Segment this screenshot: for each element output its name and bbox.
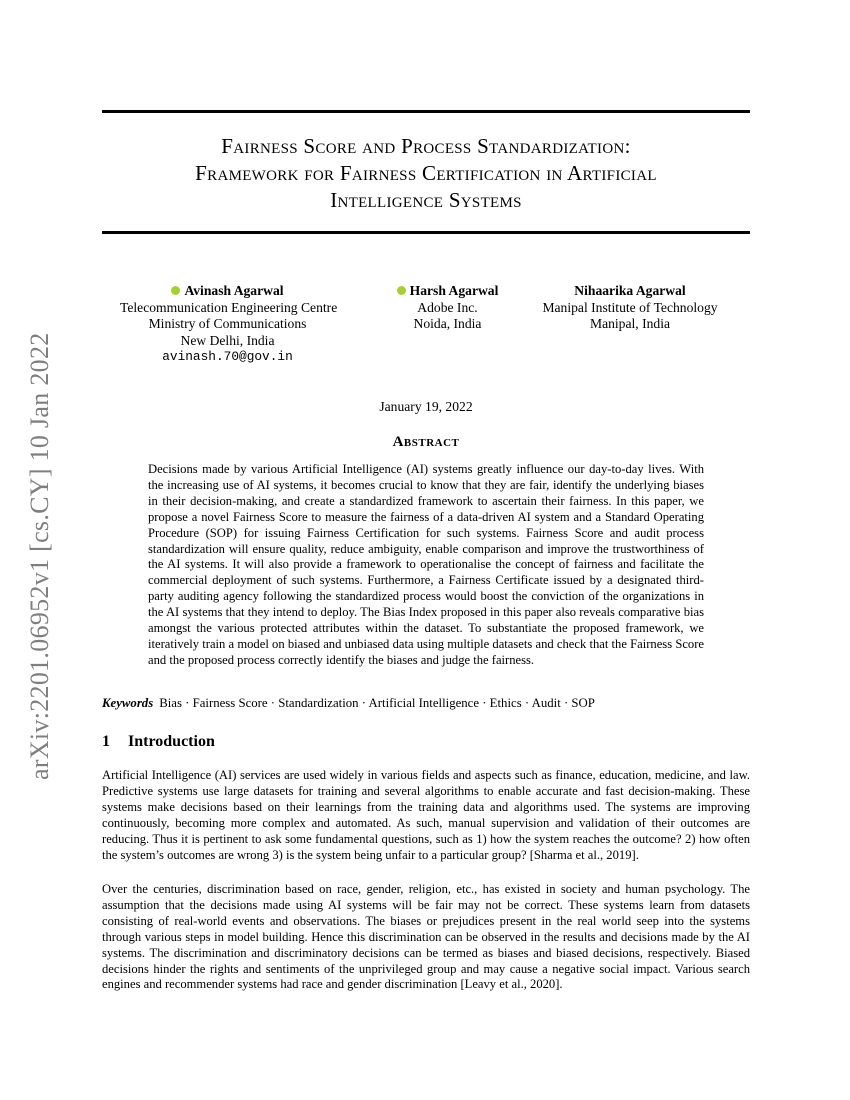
author-name: Harsh Agarwal (409, 283, 499, 298)
title-line: Framework for Fairness Certification in Artificial (195, 161, 657, 185)
author-affiliation: Manipal, India (589, 316, 671, 331)
paper-title (102, 133, 750, 214)
title-line: Fairness Score and Process Standardization: (221, 134, 631, 158)
author-affiliation: Noida, India (413, 316, 482, 331)
keywords-list: Bias · Fairness Score · Standardization · Artificial Intelligence · Ethics · Audit · SOP (159, 696, 595, 710)
title-rule-top (102, 110, 750, 113)
author-affiliation: New Delhi, India (180, 332, 275, 348)
abstract-heading: Abstract (392, 434, 460, 450)
author-affiliation: Ministry of Communications (148, 316, 307, 331)
orcid-icon[interactable] (397, 286, 406, 295)
keywords (102, 696, 750, 711)
orcid-icon[interactable] (171, 286, 180, 295)
title-line: Intelligence Systems (330, 188, 522, 212)
author-block-3 (530, 283, 730, 333)
keywords-label: Keywords (102, 696, 154, 710)
author-affiliation: Manipal Institute of Technology (542, 299, 718, 315)
section-number: 1 (102, 733, 110, 750)
author-name: Avinash Agarwal (184, 283, 284, 298)
author-name: Nihaarika Agarwal (574, 283, 686, 298)
paper-date: January 19, 2022 (379, 399, 473, 414)
title-rule-bottom (102, 231, 750, 234)
arxiv-identifier: arXiv:2201.06952v1 [cs.CY] 10 Jan 2022 (25, 332, 54, 780)
author-email[interactable]: avinash.70@gov.in (162, 349, 293, 364)
paragraph: Over the centuries, discrimination based on race, gender, religion, etc., has existed in society and human psychology. The assumption that the decisions made using AI systems will be fair may not be correct. These systems learn from datasets consisting of real-world events and observations. The biases or prejudices present in the real world seep into the systems through various steps in model building. Hence this discrimination can be observed in the results and decisions made by the AI systems. The discrimination and discriminatory decisions can be termed as biases and biased decisions, respectively. Biased decisions hinder the rights and sentiments of the unprivileged group and may cause a negative social impact. Various search engines and recommender systems had race and gender discrimination [Leavy et al., 2020]. (102, 882, 750, 992)
author-block-2 (385, 283, 510, 333)
section-heading (102, 733, 750, 751)
section-title: Introduction (128, 733, 215, 750)
author-block-1 (120, 283, 338, 366)
author-affiliation: Telecommunication Engineering Centre (120, 299, 338, 315)
paragraph: Artificial Intelligence (AI) services are used widely in various fields and aspects such as finance, education, medicine, and law. Predictive systems use large datasets for training and several algorithms to enable accurate and fast decision-making. These systems make decisions based on their learnings from the training data and algorithms used. The systems are improving continuously, becoming more complex and automated. As such, manual supervision and validation of their outcomes are reducing. Thus it is pertinent to ask some fundamental questions, such as 1) how the system reaches the outcome? 2) how often the system’s outcomes are wrong 3) is the system being unfair to a particular group? [Sharma et al., 2019]. (102, 768, 750, 862)
author-affiliation: Adobe Inc. (417, 299, 478, 315)
abstract-text: Decisions made by various Artificial Intelligence (AI) systems greatly influence our day-to-day lives. With the increasing use of AI systems, it becomes crucial to know that they are fair, identify the underlying biases in their decision-making, and create a standardized framework to ascertain their fairness. In this paper, we propose a novel Fairness Score to measure the fairness of a data-driven AI system and a Standard Operating Procedure (SOP) for issuing Fairness Certification for such systems. Fairness Score and audit process standardization will ensure quality, reduce ambiguity, enable comparison and improve the trustworthiness of the AI systems. It will also provide a framework to operationalise the concept of fairness and facilitate the commercial deployment of such systems. Furthermore, a Fairness Certificate issued by a designated third-party auditing agency following the standardized process would boost the conviction of the organizations in the AI systems that they intend to deploy. The Bias Index proposed in this paper also reveals comparative bias amongst the various protected attributes within the dataset. To substantiate the proposed framework, we iteratively train a model on biased and unbiased data using multiple datasets and check that the Fairness Score and the proposed process correctly identify the biases and judge the fairness. (148, 462, 704, 667)
